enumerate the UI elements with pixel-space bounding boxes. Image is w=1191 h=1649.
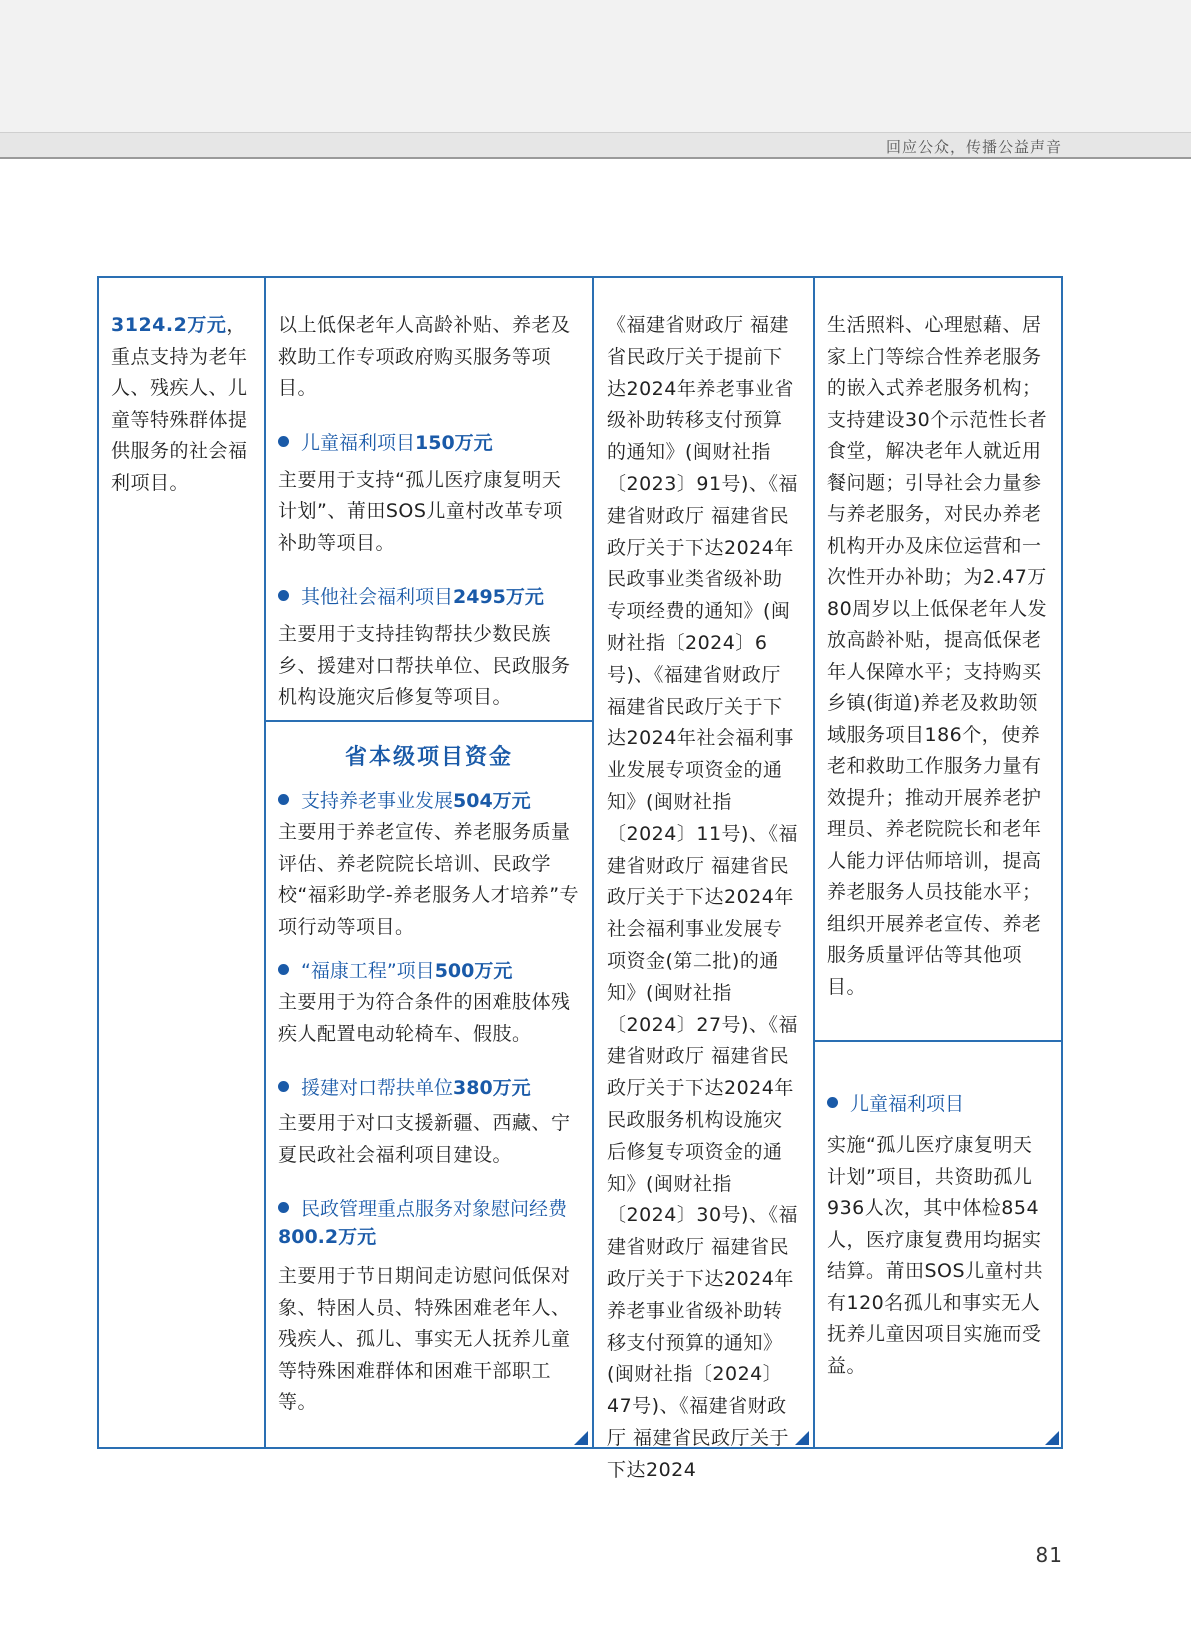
col1-text: ，重点支持为老年人、残疾人、儿童等特殊群体提供服务的社会福利项目。 — [111, 314, 248, 494]
item-title-text: 支持养老事业发展 — [301, 790, 454, 812]
col3-text: 《福建省财政厅 福建省民政厅关于提前下达2024年养老事业省级补助转移支付预算的通知》(闽财社指〔2023〕91号)、《福建省财政厅 福建省民政厅关于下达2024年民政事业类省级补助专项经费的通知》(闽财社指〔2024〕6号)、《福建省财政厅 福建省民政厅关于下达2024年社会福利事业发展专项资金的通知》(闽财社指〔2024〕11号)、《福建省财政厅 福建省民政厅关于下达2024年社会福利事业发展专项资金(第二批)的通知》(闽财社指〔2024〕27号)、《福建省财政厅 福建省民政厅关于下达2024年民政服务机构设施灾后修复专项资金的通知》(闽财社指〔2024〕30号)、《福建省财政厅 福建省民政厅关于下达2024年养老事业省级补助转移支付预算的通知》(闽财社指〔2024〕47号)、《福建省财政厅 福建省民政厅关于下达2024 — [607, 314, 798, 1481]
bullet-icon — [278, 1081, 289, 1092]
col4-child-welfare-title — [827, 1090, 1051, 1118]
bullet-icon — [278, 794, 289, 805]
corner-triangle-icon — [1045, 1431, 1059, 1445]
item-title-amount: 150万元 — [415, 431, 493, 454]
col2-item2-text: 主要用于支持挂钩帮扶少数民族乡、援建对口帮扶单位、民政服务机构设施灾后修复等项目。 — [278, 623, 571, 708]
bullet-icon — [278, 590, 289, 601]
col3-cell — [607, 310, 801, 1486]
item-title-text: 儿童福利项目 — [301, 431, 416, 454]
column-divider — [264, 278, 266, 1447]
col1-paragraph — [111, 310, 259, 499]
col2-item2-title — [278, 583, 580, 611]
page-number: 81 — [1035, 1543, 1063, 1567]
col4-top-cell — [827, 310, 1051, 1003]
col2b-item2-text: 主要用于为符合条件的困难肢体残疾人配置电动轮椅车、假肢。 — [278, 991, 571, 1045]
column-divider — [813, 278, 815, 1447]
col1-amount: 3124.2万元 — [111, 314, 227, 336]
row-divider — [264, 720, 594, 722]
col2-item1-text: 主要用于支持“孤儿医疗康复明天计划”、莆田SOS儿童村改革专项补助等项目。 — [278, 468, 563, 554]
col2b-item1-text: 主要用于养老宣传、养老服务质量评估、养老院院长培训、民政学校“福彩助学-养老服务人才培养”专项行动等项目。 — [278, 821, 580, 938]
col2b-item1-title — [278, 787, 580, 815]
bullet-icon — [827, 1097, 838, 1108]
top-band — [0, 0, 1191, 132]
col2-intro: 以上低保老年人高龄补贴、养老及救助工作专项政府购买服务等项目。 — [278, 314, 571, 399]
row-divider — [813, 1040, 1063, 1042]
col1-cell — [111, 310, 259, 499]
item-title-text: 其他社会福利项目 — [301, 586, 454, 608]
col2b-item4-title — [278, 1195, 580, 1251]
corner-triangle-icon — [574, 1431, 588, 1445]
col2b-item2-title — [278, 957, 580, 985]
col2b-item3-title — [278, 1074, 580, 1102]
col2b-item3-text: 主要用于对口支援新疆、西藏、宁夏民政社会福利项目建设。 — [278, 1112, 571, 1166]
column-divider — [592, 278, 594, 1447]
provincial-funding-title: 省本级项目资金 — [344, 745, 513, 770]
item-title-amount: 504万元 — [453, 790, 531, 812]
col2b-item4-text: 主要用于节日期间走访慰问低保对象、特困人员、特殊困难老年人、残疾人、孤儿、事实无人抚养儿童等特殊困难群体和困难干部职工等。 — [278, 1265, 571, 1413]
running-header — [0, 132, 1191, 159]
col4-top-text: 生活照料、心理慰藉、居家上门等综合性养老服务的嵌入式养老服务机构；支持建设30个示范性长者食堂，解决老年人就近用餐问题；引导社会力量参与养老服务，对民办养老机构开办及床位运营和一次性开办补助；为2.47万80周岁以上低保老年人发放高龄补贴，提高低保老年人保障水平；支持购买乡镇(街道)养老及救助领域服务项目186个，使养老和救助工作服务力量有效提升；推动开展养老护理员、养老院院长和老年人能力评估师培训，提高养老服务人员技能水平；组织开展养老宣传、养老服务质量评估等其他项目。 — [827, 314, 1048, 998]
header-tagline: 回应公众，传播公益声音 — [885, 138, 1062, 156]
item-title-text: “福康工程”项目 — [301, 960, 435, 982]
item-title-amount: 500万元 — [434, 960, 513, 982]
item-title-amount: 2495万元 — [453, 586, 544, 608]
funding-table — [97, 276, 1063, 1481]
item-title-text: 民政管理重点服务对象慰问经费 — [301, 1198, 568, 1220]
item-title-amount: 800.2万元 — [278, 1226, 377, 1248]
col4-bottom-cell — [827, 1090, 1051, 1382]
bullet-icon — [278, 436, 289, 447]
col2-top-cell — [278, 310, 580, 714]
col2-bottom-cell — [278, 740, 580, 1419]
col2-item1-title — [278, 429, 580, 457]
corner-triangle-icon — [795, 1431, 809, 1445]
item-title-amount: 380万元 — [453, 1077, 531, 1099]
item-title-text: 儿童福利项目 — [850, 1093, 965, 1115]
bullet-icon — [278, 964, 289, 975]
bullet-icon — [278, 1202, 289, 1213]
col4-child-welfare-text: 实施“孤儿医疗康复明天计划”项目，共资助孤儿936人次，其中体检854人，医疗康复费用均据实结算。莆田SOS儿童村共有120名孤儿和事实无人抚养儿童因项目实施而受益。 — [827, 1134, 1044, 1377]
item-title-text: 援建对口帮扶单位 — [301, 1077, 454, 1099]
